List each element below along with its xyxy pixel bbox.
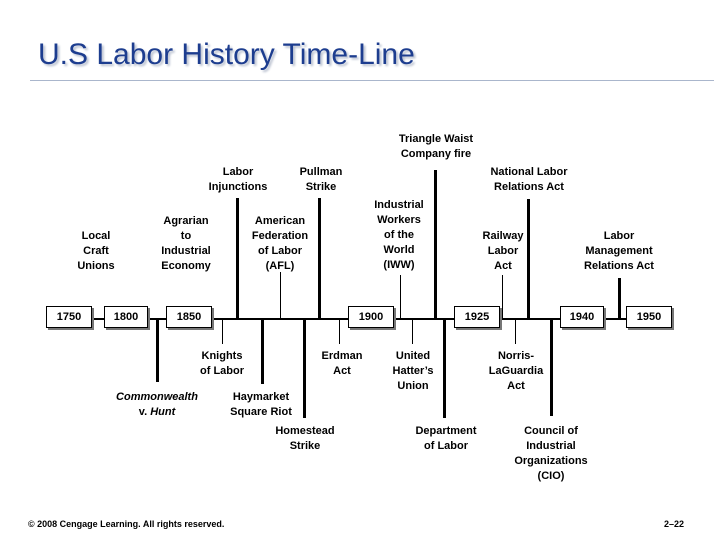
event-national-labor-relations: National Labor Relations Act: [490, 166, 568, 193]
event-knights-of-labor: Knights of Labor: [200, 350, 244, 377]
event-american-federation: American Federation of Labor (AFL): [251, 215, 309, 272]
event-commonwealth-v-hunt: Commonwealth v. Hunt: [116, 391, 198, 418]
year-box-1750: 1750: [46, 306, 92, 328]
event-labor-injunctions: Labor Injunctions: [208, 166, 268, 193]
event-department-of-labor: Department of Labor: [415, 425, 477, 452]
event-norris-laguardia: Norris- LaGuardia Act: [488, 350, 544, 392]
year-box-1850: 1850: [166, 306, 212, 328]
event-railway-labor-act: Railway Labor Act: [482, 230, 524, 272]
connector-united-hatters: [412, 320, 413, 344]
event-erdman-act: Erdman Act: [321, 350, 363, 377]
connector-commonwealth-v-hunt: [156, 320, 159, 382]
event-pullman-strike: Pullman Strike: [299, 166, 343, 193]
event-homestead-strike: Homestead Strike: [275, 425, 335, 452]
event-labor-management-relations: Labor Management Relations Act: [584, 230, 654, 272]
event-cio: Council of Industrial Organizations (CIO): [514, 425, 588, 482]
event-triangle-waist: Triangle Waist Company fire: [398, 133, 474, 160]
event-local-craft-unions: Local Craft Unions: [77, 230, 115, 272]
slide-number: 2–22: [664, 519, 685, 529]
year-box-1900: 1900: [348, 306, 394, 328]
event-agrarian-to-industrial: Agrarian to Industrial Economy: [161, 215, 211, 272]
event-haymarket-riot: Haymarket Square Riot: [230, 391, 292, 418]
connector-knights-of-labor: [222, 320, 223, 344]
year-box-1925: 1925: [454, 306, 500, 328]
year-box-1800: 1800: [104, 306, 148, 328]
connector-haymarket: [261, 320, 264, 384]
copyright-notice: © 2008 Cengage Learning. All rights reserved.: [28, 519, 225, 529]
connector-norris-laguardia: [515, 320, 516, 344]
title-divider: [30, 80, 714, 81]
connector-labor-management-relations: [618, 278, 621, 318]
connector-american-federation: [280, 272, 281, 318]
event-industrial-workers: Industrial Workers of the World (IWW): [374, 199, 424, 271]
connector-railway-labor-act: [502, 275, 503, 318]
connector-labor-injunctions: [236, 198, 239, 318]
year-box-1940: 1940: [560, 306, 604, 328]
connector-industrial-workers: [400, 275, 401, 318]
year-box-1950: 1950: [626, 306, 672, 328]
page-title: U.S Labor History Time-Line: [38, 38, 415, 71]
event-united-hatters: United Hatter’s Union: [392, 350, 434, 392]
connector-erdman-act: [339, 320, 340, 344]
